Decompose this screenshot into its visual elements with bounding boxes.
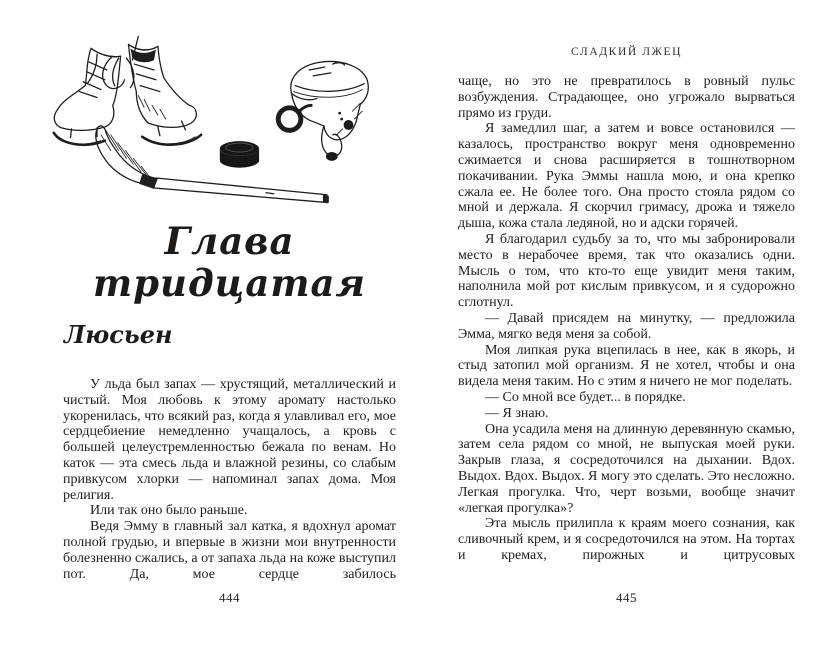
paragraph: чаще, но это не превратилось в ровный пульс возбуждения. Страдающее, оно угрожало вырваться прямо из груди. <box>458 74 795 121</box>
paragraph: Или так оно было раньше. <box>90 503 248 519</box>
paragraph: Ведя Эмму в главный зал катка, я вдохнул аромат полной грудью, и впервые в жизни мои внутренности болезненно сжались, а от запаха льда на коже выступил пот. Да, мое сердце забилось <box>63 519 396 582</box>
paragraph: Она усадила меня на длинную деревянную скамью, затем села рядом со мной, не выпуская моей руки. Закрыв глаза, я сосредоточился на дыхании. Вдох. Выдох. Вдох. Выдох. Я могу это сделать. Это несложно. Легкая прогулка. Что, черт возьми, вообще значит «легкая прогулка»? <box>458 421 795 516</box>
chapter-title <box>63 220 396 304</box>
hockey-helmet-sketch <box>278 61 368 160</box>
paragraph: — Я знаю. <box>485 405 549 421</box>
left-page-text <box>63 377 396 584</box>
paragraph: Я благодарил судьбу за то, что мы забронировали место в нерабочее время, так что оказались одни. Мысль о том, что кто-то еще увидит меня таким, наполнила мой рот кислым привкусом, и я судорожно сглотнул. <box>458 231 795 311</box>
right-page <box>420 0 820 661</box>
ice-skates-sketch <box>54 48 121 144</box>
page-number-right: 445 <box>616 590 637 605</box>
paragraph: — Со мной все будет... в порядке. <box>485 389 686 405</box>
hockey-equipment-illustration <box>42 34 376 212</box>
paragraph: Моя липкая рука вцепилась в нее, как в якорь, и стыд затопил мой организм. Я не хотел, чтобы и она видела меня таким. Но с этим я ничего не мог поделать. <box>458 342 795 390</box>
paragraph: У льда был запах — хрустящий, металлический и чистый. Моя любовь к этому аромату настолько укоренилась, что всякий раз, когда я улавливал его, мое сердцебиение немедленно учащалось, а кровь с большей целеустремленностью бежала по венам. Но каток — эта смесь льда и влажной резины, со слабым привкусом хлорки — напоминал запах дома. Моя религия. <box>63 377 396 503</box>
paragraph: — Давай присядем на минутку, — предложила Эмма, мягко ведя меня за собой. <box>458 310 795 342</box>
right-page-text <box>458 74 795 596</box>
section-subtitle: Люсьен <box>64 320 173 349</box>
running-header: СЛАДКИЙ ЛЖЕЦ <box>570 46 683 58</box>
paragraph: Эта мысль прилипла к краям моего сознания, как сливочный крем, и я сосредоточился на этом. На тортах и кремах, пирожных и цитрусовых <box>458 516 795 563</box>
page-number-left: 444 <box>219 590 240 605</box>
chapter-title-line2: тридцатая <box>93 261 366 305</box>
puck-sketch <box>220 141 259 168</box>
hockey-stick-sketch <box>96 126 329 203</box>
paragraph: Я замедлил шаг, а затем и вовсе остановился — казалось, пространство вокруг меня одновременно сжимается и снова расширяется в тошнотворном покачивании. Рука Эммы нашла мою, и она крепко сжала ее. Не более того. Она просто стояла рядом со мной и держала. Я скорчил гримасу, дрожа и тяжело дыша, кожа стала ледяной, но и адски горячей. <box>458 121 795 232</box>
chapter-title-line1: Глава <box>164 219 295 263</box>
